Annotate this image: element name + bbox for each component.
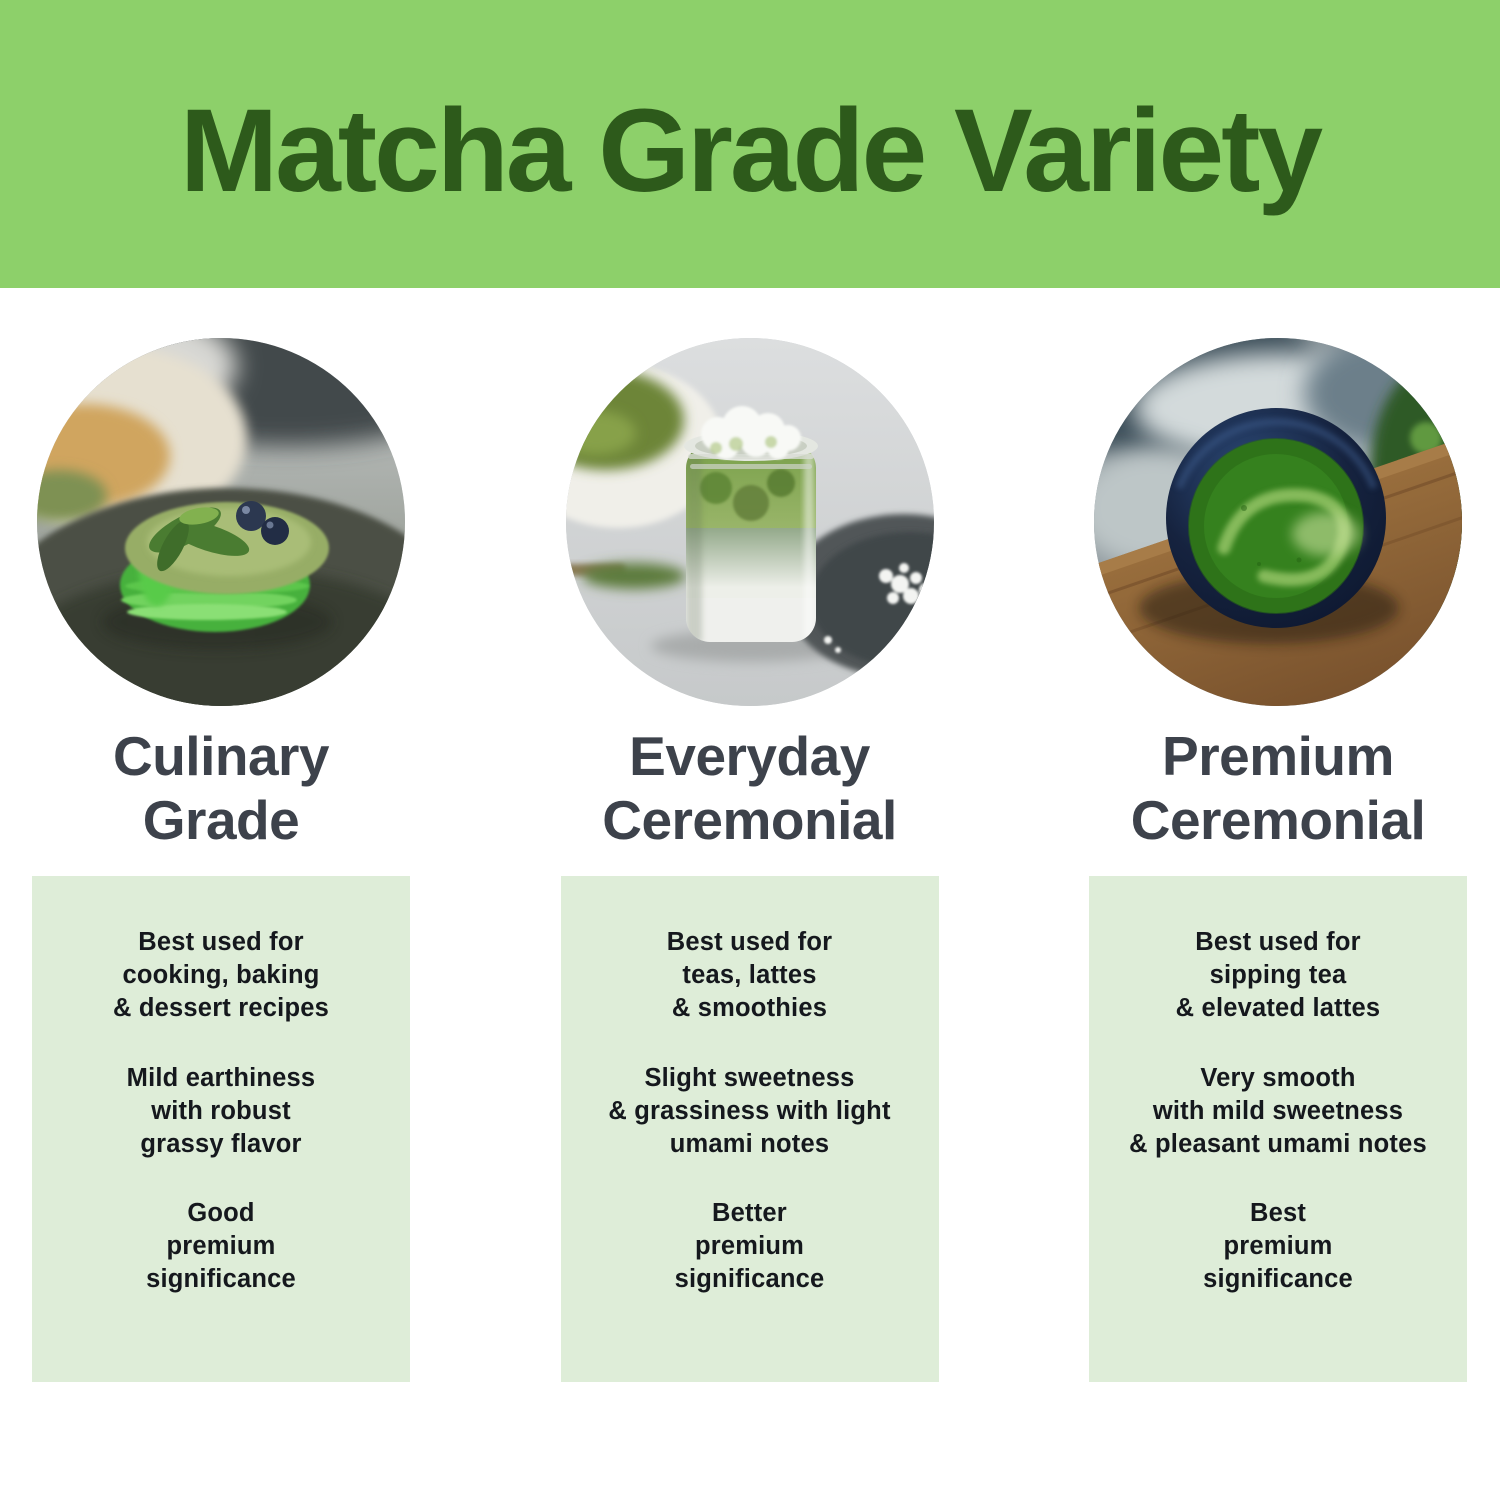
- feature-line: & dessert recipes: [112, 994, 330, 1022]
- feature-line: significance: [674, 1265, 825, 1293]
- feature-line: Slight sweetness: [644, 1063, 855, 1092]
- matcha-bowl-illustration: [1094, 338, 1462, 706]
- column-everyday-ceremonial: [561, 338, 939, 1382]
- feature-line: grassy flavor: [140, 1129, 302, 1158]
- feature-premium-significance: [1097, 1197, 1459, 1296]
- feature-line: Mild earthiness: [126, 1063, 316, 1092]
- heading-line: Premium: [1162, 725, 1394, 787]
- matcha-bowl-shape: [1166, 408, 1386, 628]
- title-banner: [0, 0, 1500, 288]
- feature-line: Best: [1249, 1199, 1307, 1227]
- feature-line: significance: [1203, 1265, 1353, 1293]
- feature-line: cooking, baking: [122, 961, 320, 989]
- feature-line: Better: [712, 1199, 787, 1227]
- matcha-pancakes-illustration: [37, 338, 405, 706]
- feature-line: & pleasant umami notes: [1129, 1129, 1427, 1158]
- heading-line: Ceremonial: [602, 789, 897, 851]
- heading-line: Culinary: [112, 725, 330, 787]
- premium-ceremonial-card: [1089, 876, 1467, 1382]
- column-heading-everyday: [602, 724, 897, 852]
- column-premium-ceremonial: [1089, 338, 1467, 1382]
- feature-best-used-for: [569, 926, 931, 1025]
- page-title: Matcha Grade Variety: [179, 85, 1321, 217]
- column-heading-culinary: [113, 724, 329, 852]
- feature-line: premium: [1223, 1232, 1333, 1260]
- feature-line: significance: [146, 1265, 296, 1293]
- feature-premium-significance: [569, 1197, 931, 1296]
- feature-line: Very smooth: [1200, 1063, 1356, 1092]
- feature-line: umami notes: [669, 1129, 830, 1158]
- feature-line: with robust: [151, 1096, 291, 1125]
- iced-matcha-latte-illustration: [566, 338, 934, 706]
- heading-line: Everyday: [629, 725, 870, 787]
- mason-jar-shape: [684, 431, 818, 642]
- everyday-ceremonial-photo: [566, 338, 934, 706]
- grade-columns: [0, 338, 1500, 1382]
- feature-best-used-for: [1097, 926, 1459, 1025]
- feature-line: & grassiness with light: [608, 1096, 891, 1125]
- everyday-ceremonial-card: [561, 876, 939, 1382]
- feature-line: & elevated lattes: [1175, 994, 1381, 1022]
- feature-flavor: [40, 1062, 402, 1161]
- heading-line: Grade: [142, 789, 300, 851]
- feature-line: teas, lattes: [682, 961, 817, 989]
- column-heading-premium: [1131, 724, 1426, 852]
- premium-ceremonial-photo: [1094, 338, 1462, 706]
- feature-line: with mild sweetness: [1152, 1096, 1404, 1125]
- column-culinary-grade: [32, 338, 410, 1382]
- feature-line: Good: [187, 1199, 255, 1227]
- culinary-grade-photo: [37, 338, 405, 706]
- feature-premium-significance: [40, 1197, 402, 1296]
- feature-best-used-for: [40, 926, 402, 1025]
- feature-line: premium: [694, 1232, 805, 1260]
- feature-line: sipping tea: [1209, 961, 1347, 989]
- feature-line: premium: [166, 1232, 276, 1260]
- feature-line: & smoothies: [671, 994, 828, 1022]
- feature-line: Best used for: [138, 928, 304, 956]
- heading-line: Ceremonial: [1130, 789, 1426, 851]
- culinary-grade-card: [32, 876, 410, 1382]
- feature-line: Best used for: [1195, 928, 1361, 956]
- feature-flavor: [569, 1062, 931, 1161]
- feature-flavor: [1097, 1062, 1459, 1161]
- feature-line: Best used for: [666, 928, 833, 956]
